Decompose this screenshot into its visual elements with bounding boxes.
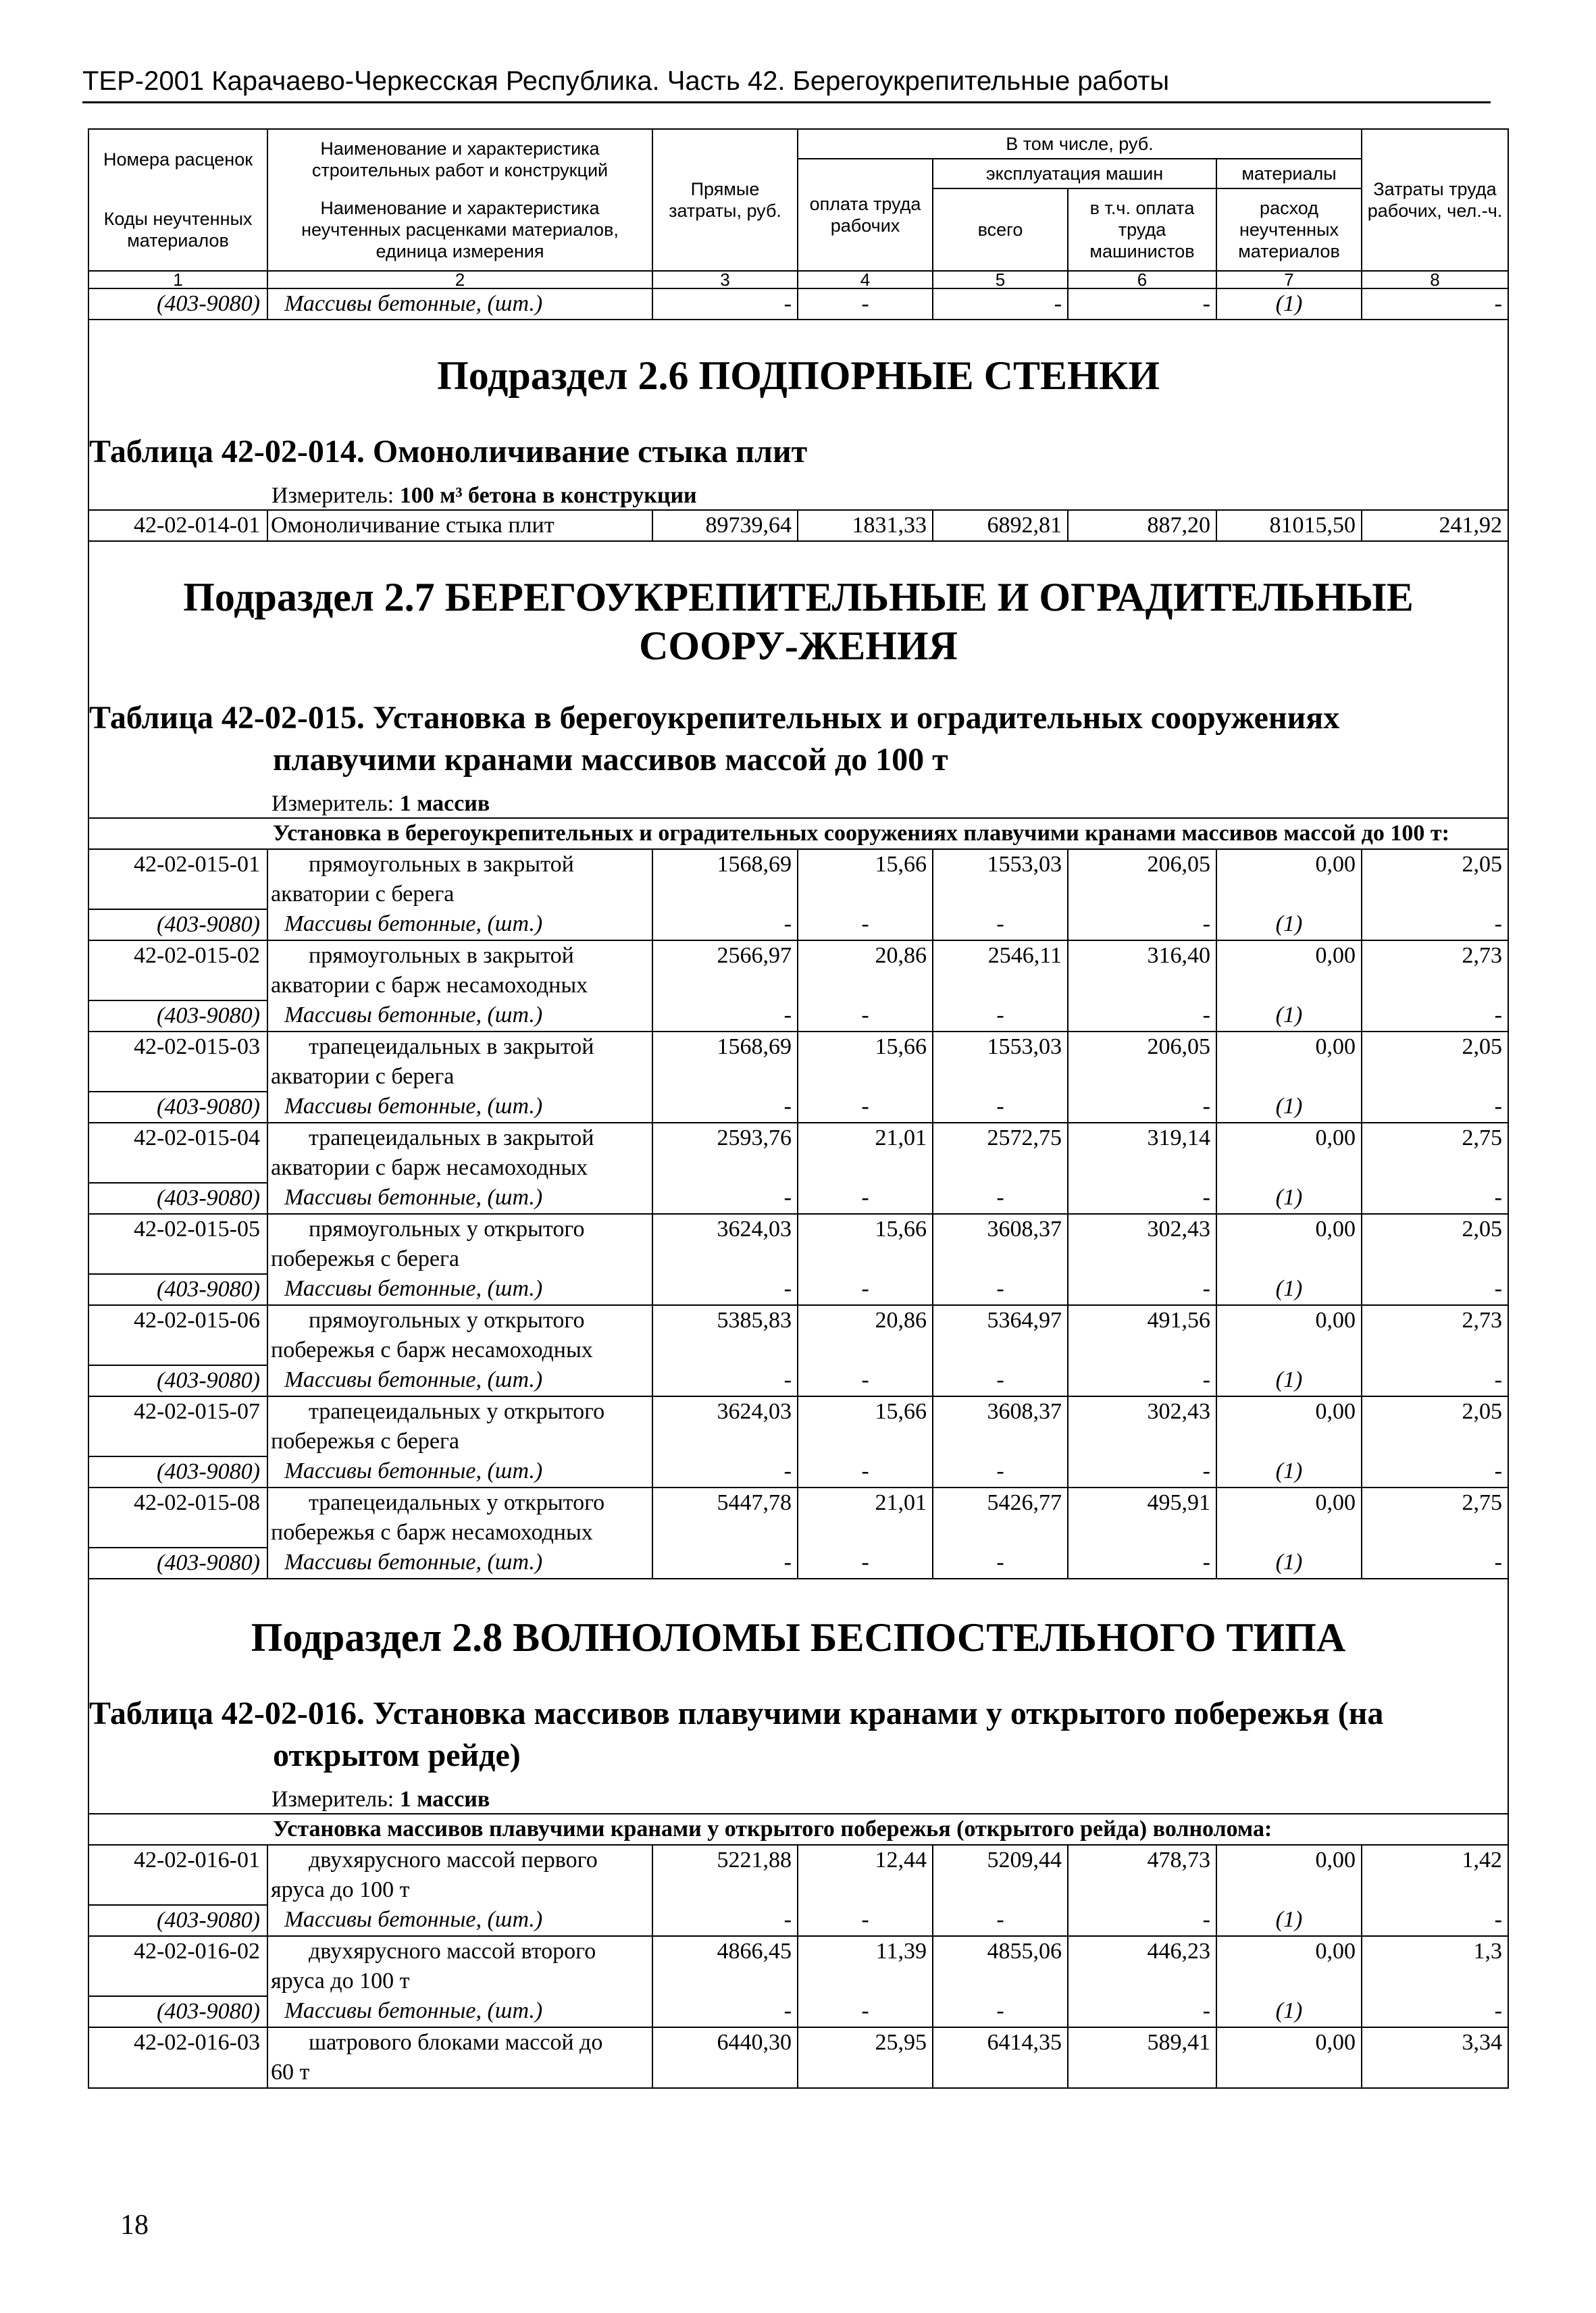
material-name: Массивы бетонные, (шт.) (267, 1092, 652, 1123)
subsection-title: Подраздел 2.8 ВОЛНОЛОМЫ БЕСПОСТЕЛЬНОГО ТИПА (251, 1615, 1346, 1660)
cell-material-use: (1) (1216, 1905, 1362, 1936)
col-number: 5 (933, 271, 1068, 288)
cell-machinist: - (1068, 1905, 1216, 1936)
cell-labor: - (1362, 1365, 1508, 1396)
material-code: (403-9080) (88, 1996, 267, 2027)
cell-labor: 241,92 (1362, 510, 1508, 541)
cell-material-use: 81015,50 (1216, 510, 1362, 541)
col-number: 3 (652, 271, 798, 288)
cell-direct: - (652, 1456, 798, 1488)
group-heading-row (88, 818, 1508, 849)
table-title: Таблица 42-02-014. Омоноличивание стыка плит (89, 434, 808, 469)
material-name: Массивы бетонные, (шт.) (267, 1000, 652, 1032)
measure-value: 1 массив (399, 791, 490, 816)
cell-machines: 2546,11 (933, 940, 1068, 1000)
cell-machinist: - (1068, 1996, 1216, 2027)
col-header-machinist-pay: в т.ч. оплата труда машинистов (1068, 188, 1216, 271)
col-header-materials: материалы (1216, 159, 1362, 188)
rate-code: 42-02-014-01 (88, 510, 267, 541)
cell-direct: - (652, 1000, 798, 1032)
cell-worker-pay: - (798, 1996, 933, 2027)
col-header-worker-pay: оплата труда рабочих (798, 159, 933, 271)
table-row (88, 2027, 1508, 2088)
material-code: (403-9080) (88, 1274, 267, 1305)
cell-direct: - (652, 1274, 798, 1305)
cell-material-use: 0,00 (1216, 1488, 1362, 1548)
table-row (88, 1936, 1508, 1996)
cell-machines: 2572,75 (933, 1123, 1068, 1183)
work-name: шатрового блоками массой до 60 т (267, 2027, 652, 2088)
work-name: Омоноличивание стыка плит (267, 510, 652, 541)
cell-labor: - (1362, 1996, 1508, 2027)
col-header-machines: эксплуатация машин (933, 159, 1216, 188)
table-title: Таблица 42-02-015. Установка в берегоукрепительных и оградительных сооружениях плавучими кранами массивов массой до 100 т (89, 700, 1340, 778)
cell-worker-pay: 15,66 (798, 1032, 933, 1092)
cell-direct: 4866,45 (652, 1936, 798, 1996)
col-header-including: В том числе, руб. (798, 129, 1362, 159)
cell-material-use: 0,00 (1216, 2027, 1362, 2088)
table-row (88, 1123, 1508, 1183)
material-name: Массивы бетонные, (шт.) (267, 1365, 652, 1396)
cell-direct: - (652, 1996, 798, 2027)
cell-labor: 1,42 (1362, 1845, 1508, 1905)
work-name: прямоугольных в закрытой акватории с берега (267, 849, 652, 909)
cell-material-use: 0,00 (1216, 1214, 1362, 1274)
cell-machinist: 446,23 (1068, 1936, 1216, 1996)
material-name: Массивы бетонные, (шт.) (267, 909, 652, 940)
material-row (88, 1274, 1508, 1305)
cell-worker-pay: 21,01 (798, 1488, 933, 1548)
cell-worker-pay: 11,39 (798, 1936, 933, 1996)
work-name: прямоугольных в закрытой акватории с барж несамоходных (267, 940, 652, 1000)
material-row (88, 909, 1508, 940)
material-code: (403-9080) (88, 1456, 267, 1488)
work-name: прямоугольных у открытого побережья с берега (267, 1214, 652, 1274)
cell-labor: 2,75 (1362, 1488, 1508, 1548)
cell-direct: 5447,78 (652, 1488, 798, 1548)
cell-material-use: 0,00 (1216, 1936, 1362, 1996)
cell-machinist: - (1068, 1183, 1216, 1214)
section-2-6 (88, 320, 1508, 510)
subsection-title: Подраздел 2.6 ПОДПОРНЫЕ СТЕНКИ (437, 353, 1160, 398)
cell-direct: 3624,03 (652, 1214, 798, 1274)
rates-table (88, 128, 1509, 2089)
col-number: 7 (1216, 271, 1362, 288)
table-row (88, 1845, 1508, 1905)
work-name: двухярусного массой второго яруса до 100 т (267, 1936, 652, 1996)
cell-machinist: - (1068, 1274, 1216, 1305)
material-row (88, 1905, 1508, 1936)
measure-label: Измеритель: (272, 791, 400, 816)
col-header-material-codes: Коды неучтенных материалов (88, 188, 267, 271)
cell-labor: 2,75 (1362, 1123, 1508, 1183)
material-row (88, 1996, 1508, 2027)
rate-code: 42-02-015-05 (88, 1214, 267, 1274)
group-heading: Установка массивов плавучими кранами у открытого побережья (открытого рейда) волнолома: (267, 1814, 1508, 1845)
measure-unit (89, 781, 1508, 817)
table-title: Таблица 42-02-016. Установка массивов плавучими кранами у открытого побережья (на открытом рейде) (89, 1696, 1384, 1773)
material-code: (403-9080) (88, 1905, 267, 1936)
cell-material-use: (1) (1216, 1456, 1362, 1488)
work-name: трапецеидальных у открытого побережья с берега (267, 1396, 652, 1456)
cell-machines: - (933, 1905, 1068, 1936)
cell-labor: - (1362, 1274, 1508, 1305)
material-name: Массивы бетонные, (шт.) (267, 1548, 652, 1579)
cell-machinist: 302,43 (1068, 1214, 1216, 1274)
material-row (88, 1092, 1508, 1123)
cell-worker-pay: - (798, 1905, 933, 1936)
table-row (88, 510, 1508, 541)
rate-code: 42-02-015-01 (88, 849, 267, 909)
measure-label: Измеритель: (272, 483, 400, 508)
cell-direct: 6440,30 (652, 2027, 798, 2088)
material-code: (403-9080) (88, 1000, 267, 1032)
cell-worker-pay: - (798, 1000, 933, 1032)
cell-worker-pay: 21,01 (798, 1123, 933, 1183)
cell-worker-pay: 15,66 (798, 849, 933, 909)
section-2-7 (88, 541, 1508, 818)
cell-machines: - (933, 1548, 1068, 1579)
cell-direct: 1568,69 (652, 849, 798, 909)
cell-machinist: 316,40 (1068, 940, 1216, 1000)
cell-material-use: 0,00 (1216, 1305, 1362, 1365)
group-heading: Установка в берегоукрепительных и оградительных сооружениях плавучими кранами массивов массой до 100 т: (267, 818, 1508, 849)
cell-machines: 3608,37 (933, 1214, 1068, 1274)
cell-machines: - (933, 909, 1068, 940)
col-number: 4 (798, 271, 933, 288)
col-number: 6 (1068, 271, 1216, 288)
material-name: Массивы бетонные, (шт.) (267, 1996, 652, 2027)
cell-direct: 5385,83 (652, 1305, 798, 1365)
cell-machines: 6414,35 (933, 2027, 1068, 2088)
cell-material-use: (1) (1216, 1092, 1362, 1123)
rate-code: 42-02-015-08 (88, 1488, 267, 1548)
work-name: двухярусного массой первого яруса до 100 т (267, 1845, 652, 1905)
cell-machinist: 887,20 (1068, 510, 1216, 541)
cell-machines: - (933, 1092, 1068, 1123)
table-row (88, 940, 1508, 1000)
table-row (88, 849, 1508, 909)
cell-machinist: 491,56 (1068, 1305, 1216, 1365)
rate-code: 42-02-015-03 (88, 1032, 267, 1092)
cell-worker-pay: 20,86 (798, 940, 933, 1000)
table-row (88, 1305, 1508, 1365)
cell-labor: 1,3 (1362, 1936, 1508, 1996)
rate-code: 42-02-015-06 (88, 1305, 267, 1365)
cell-worker-pay: - (798, 1183, 933, 1214)
work-name: трапецеидальных у открытого побережья с барж несамоходных (267, 1488, 652, 1548)
cell-machinist: 589,41 (1068, 2027, 1216, 2088)
cell-material-use: (1) (1216, 1274, 1362, 1305)
cell-worker-pay: - (798, 288, 933, 320)
cell-direct: 2593,76 (652, 1123, 798, 1183)
cell-machinist: 206,05 (1068, 1032, 1216, 1092)
cell-direct: 5221,88 (652, 1845, 798, 1905)
cell-worker-pay: 1831,33 (798, 510, 933, 541)
cell-direct: 1568,69 (652, 1032, 798, 1092)
material-name: Массивы бетонные, (шт.) (267, 1456, 652, 1488)
cell-machines: - (933, 288, 1068, 320)
cell-machines: 5209,44 (933, 1845, 1068, 1905)
material-code: (403-9080) (88, 288, 267, 320)
cell-labor: - (1362, 1092, 1508, 1123)
cell-machines: 1553,03 (933, 1032, 1068, 1092)
rate-code: 42-02-016-01 (88, 1845, 267, 1905)
measure-unit (89, 1777, 1508, 1813)
material-row (88, 288, 1508, 320)
table-row (88, 1488, 1508, 1548)
col-header-labor: Затраты труда рабочих, чел.-ч. (1362, 129, 1508, 271)
cell-material-use: (1) (1216, 1365, 1362, 1396)
cell-machines: - (933, 1183, 1068, 1214)
cell-material-use: (1) (1216, 1000, 1362, 1032)
col-number: 2 (267, 271, 652, 288)
material-name: Массивы бетонные, (шт.) (267, 1905, 652, 1936)
material-name: Массивы бетонные, (шт.) (267, 1183, 652, 1214)
col-header-material-name: Наименование и характеристика неучтенных расценками материалов, единица измерения (267, 188, 652, 271)
col-header-material-use: расход неучтенных материалов (1216, 188, 1362, 271)
section-2-8 (88, 1579, 1508, 1814)
cell-machines: - (933, 1996, 1068, 2027)
col-header-direct-costs: Прямые затраты, руб. (652, 129, 798, 271)
cell-labor: 2,05 (1362, 1396, 1508, 1456)
cell-worker-pay: 20,86 (798, 1305, 933, 1365)
cell-labor: - (1362, 1548, 1508, 1579)
col-header-rate-numbers: Номера расценок (88, 129, 267, 188)
rate-code: 42-02-015-02 (88, 940, 267, 1000)
material-row (88, 1183, 1508, 1214)
cell-machinist: 478,73 (1068, 1845, 1216, 1905)
material-code: (403-9080) (88, 1183, 267, 1214)
cell-machinist: - (1068, 1092, 1216, 1123)
cell-labor: 3,34 (1362, 2027, 1508, 2088)
cell-machinist: - (1068, 909, 1216, 940)
col-number: 8 (1362, 271, 1508, 288)
cell-machinist: - (1068, 1000, 1216, 1032)
cell-labor: - (1362, 1456, 1508, 1488)
cell-labor: - (1362, 909, 1508, 940)
cell-machines: 6892,81 (933, 510, 1068, 541)
table-row (88, 1396, 1508, 1456)
subsection-title: Подраздел 2.7 БЕРЕГОУКРЕПИТЕЛЬНЫЕ И ОГРАДИТЕЛЬНЫЕ СООРУ-ЖЕНИЯ (183, 575, 1414, 668)
cell-machines: 3608,37 (933, 1396, 1068, 1456)
cell-machines: 5364,97 (933, 1305, 1068, 1365)
col-number: 1 (88, 271, 267, 288)
material-name: Массивы бетонные, (шт.) (267, 1274, 652, 1305)
cell-material-use: 0,00 (1216, 1396, 1362, 1456)
cell-machinist: - (1068, 1365, 1216, 1396)
cell-machinist: 495,91 (1068, 1488, 1216, 1548)
cell-worker-pay: - (798, 1092, 933, 1123)
measure-value: 1 массив (399, 1787, 490, 1812)
col-header-work-name: Наименование и характеристика строительных работ и конструкций (267, 129, 652, 188)
cell-worker-pay: - (798, 1456, 933, 1488)
col-header-machines-total: всего (933, 188, 1068, 271)
cell-machinist: - (1068, 1456, 1216, 1488)
material-row (88, 1000, 1508, 1032)
work-name: прямоугольных у открытого побережья с барж несамоходных (267, 1305, 652, 1365)
cell-machines: 1553,03 (933, 849, 1068, 909)
cell-direct: - (652, 1548, 798, 1579)
cell-machinist: - (1068, 1548, 1216, 1579)
material-row (88, 1548, 1508, 1579)
cell-material-use: (1) (1216, 1548, 1362, 1579)
cell-labor: 2,05 (1362, 849, 1508, 909)
cell-direct: - (652, 1905, 798, 1936)
material-code: (403-9080) (88, 1365, 267, 1396)
table-row (88, 1214, 1508, 1274)
cell-machines: 5426,77 (933, 1488, 1068, 1548)
cell-machinist: 302,43 (1068, 1396, 1216, 1456)
cell-labor: - (1362, 1905, 1508, 1936)
cell-labor: - (1362, 1000, 1508, 1032)
cell-material-use: (1) (1216, 1996, 1362, 2027)
cell-labor: - (1362, 1183, 1508, 1214)
material-code: (403-9080) (88, 1548, 267, 1579)
material-code: (403-9080) (88, 1092, 267, 1123)
table-row (88, 1032, 1508, 1092)
cell-direct: - (652, 1092, 798, 1123)
cell-machines: - (933, 1000, 1068, 1032)
cell-material-use: 0,00 (1216, 849, 1362, 909)
rate-code: 42-02-015-07 (88, 1396, 267, 1456)
measure-unit (89, 473, 1508, 509)
cell-material-use: (1) (1216, 909, 1362, 940)
material-row (88, 1456, 1508, 1488)
measure-label: Измеритель: (272, 1787, 400, 1812)
cell-direct: 89739,64 (652, 510, 798, 541)
work-name: трапецеидальных в закрытой акватории с берега (267, 1032, 652, 1092)
cell-worker-pay: 15,66 (798, 1396, 933, 1456)
cell-labor: 2,73 (1362, 940, 1508, 1000)
running-header: ТЕР-2001 Карачаево-Черкесская Республика. Часть 42. Берегоукрепительные работы (82, 62, 1491, 103)
cell-direct: - (652, 1365, 798, 1396)
cell-worker-pay: - (798, 909, 933, 940)
cell-worker-pay: - (798, 1274, 933, 1305)
cell-machines: - (933, 1456, 1068, 1488)
cell-labor: - (1362, 288, 1508, 320)
material-row (88, 1365, 1508, 1396)
cell-machines: 4855,06 (933, 1936, 1068, 1996)
rate-code: 42-02-016-03 (88, 2027, 267, 2088)
cell-material-use: 0,00 (1216, 1845, 1362, 1905)
cell-machines: - (933, 1274, 1068, 1305)
cell-machinist: - (1068, 288, 1216, 320)
rate-code: 42-02-015-04 (88, 1123, 267, 1183)
cell-direct: - (652, 1183, 798, 1214)
page-number: 18 (120, 2210, 149, 2241)
cell-material-use: 0,00 (1216, 940, 1362, 1000)
cell-labor: 2,05 (1362, 1032, 1508, 1092)
cell-direct: - (652, 909, 798, 940)
cell-material-use: (1) (1216, 288, 1362, 320)
cell-machines: - (933, 1365, 1068, 1396)
cell-direct: 3624,03 (652, 1396, 798, 1456)
cell-material-use: 0,00 (1216, 1123, 1362, 1183)
cell-worker-pay: - (798, 1365, 933, 1396)
group-heading-row (88, 1814, 1508, 1845)
rate-code: 42-02-016-02 (88, 1936, 267, 1996)
cell-machinist: 319,14 (1068, 1123, 1216, 1183)
measure-value: 100 м³ бетона в конструкции (399, 483, 697, 508)
material-code: (403-9080) (88, 909, 267, 940)
cell-worker-pay: - (798, 1548, 933, 1579)
material-name: Массивы бетонные, (шт.) (267, 288, 652, 320)
cell-labor: 2,73 (1362, 1305, 1508, 1365)
cell-machinist: 206,05 (1068, 849, 1216, 909)
work-name: трапецеидальных в закрытой акватории с барж несамоходных (267, 1123, 652, 1183)
cell-direct: - (652, 288, 798, 320)
cell-direct: 2566,97 (652, 940, 798, 1000)
cell-material-use: (1) (1216, 1183, 1362, 1214)
cell-material-use: 0,00 (1216, 1032, 1362, 1092)
cell-worker-pay: 25,95 (798, 2027, 933, 2088)
cell-worker-pay: 15,66 (798, 1214, 933, 1274)
cell-labor: 2,05 (1362, 1214, 1508, 1274)
cell-worker-pay: 12,44 (798, 1845, 933, 1905)
